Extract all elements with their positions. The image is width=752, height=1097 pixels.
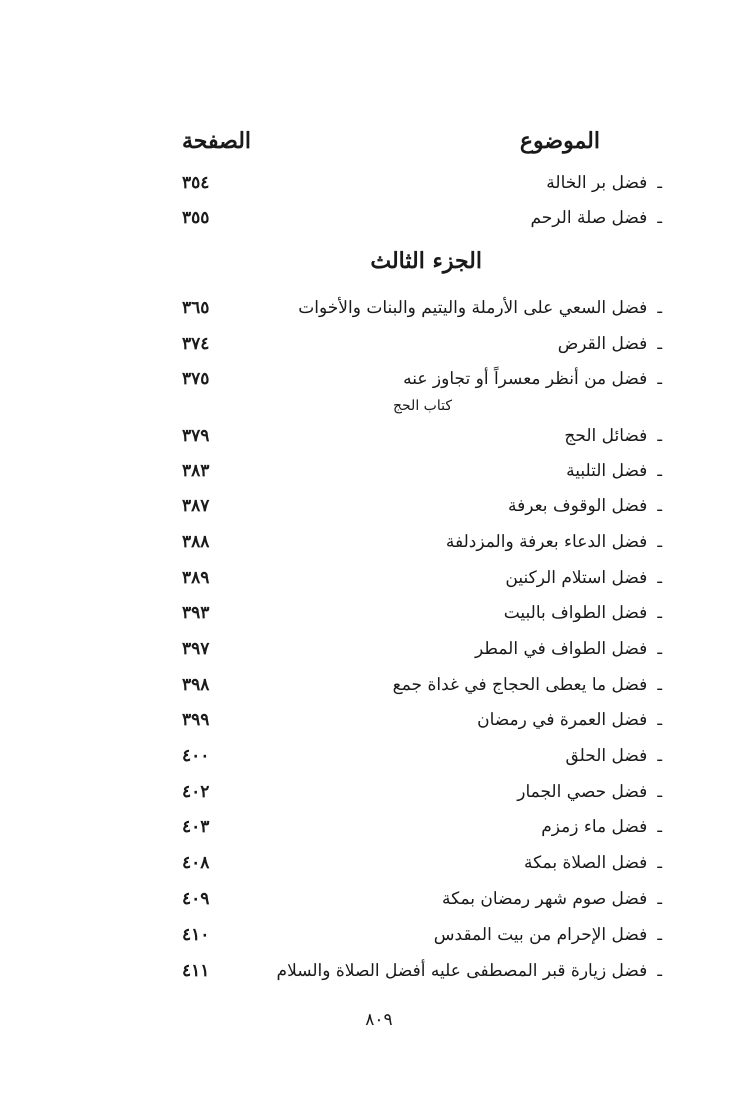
toc-entry-dash: ـ	[657, 675, 662, 694]
toc-entry-text: فضل الصلاة بمكة	[524, 853, 648, 873]
toc-entry	[0, 777, 752, 807]
toc-entry-page: ٣٨٣	[182, 461, 210, 481]
toc-entry-topic	[546, 168, 662, 198]
toc-entry-dash: ـ	[657, 817, 662, 836]
toc-entry-page: ٤٠٢	[182, 782, 210, 802]
toc-entry-page: ٣٧٤	[182, 334, 210, 354]
toc-entry-text: فضل استلام الركنين	[505, 568, 648, 588]
toc-entry	[0, 920, 752, 950]
toc-entry-topic	[566, 456, 662, 486]
toc-entry	[0, 491, 752, 521]
toc-entry	[0, 168, 752, 198]
toc-entry-topic	[524, 848, 662, 878]
toc-entry-text: فضل صوم شهر رمضان بمكة	[441, 889, 648, 909]
toc-entry-topic	[504, 598, 662, 628]
toc-entry-topic	[517, 777, 662, 807]
toc-entry-topic	[393, 670, 662, 700]
toc-entry-dash: ـ	[657, 639, 662, 658]
toc-entry-text: فضل حصي الجمار	[517, 782, 648, 802]
toc-entry	[0, 634, 752, 664]
toc-entry-topic	[298, 293, 662, 323]
toc-entry-page: ٣٥٥	[182, 208, 210, 228]
toc-entry-topic	[541, 812, 662, 842]
toc-entry-dash: ـ	[657, 208, 662, 227]
section-title: الجزء الثالث	[370, 248, 482, 274]
toc-entry-text: فضل الإحرام من بيت المقدس	[433, 925, 648, 945]
toc-entry-topic	[530, 203, 662, 233]
toc-entry-page: ٤٠٣	[182, 817, 210, 837]
toc-entry-page: ٣٥٤	[182, 173, 210, 193]
toc-entry	[0, 956, 752, 986]
toc-entry-dash: ـ	[657, 961, 662, 980]
toc-entry-topic	[446, 527, 662, 557]
toc-entry-dash: ـ	[657, 532, 662, 551]
toc-entry-page: ٣٩٨	[182, 675, 210, 695]
toc-entry-dash: ـ	[657, 369, 662, 388]
toc-entry-text: فضل الوقوف بعرفة	[507, 496, 648, 516]
toc-entry-page: ٣٨٨	[182, 532, 210, 552]
toc-entry	[0, 670, 752, 700]
toc-entry-topic	[564, 421, 662, 451]
toc-entry	[0, 741, 752, 771]
toc-entry-page: ٤١٠	[182, 925, 210, 945]
toc-entry	[0, 705, 752, 735]
toc-entry-page: ٣٩٩	[182, 710, 210, 730]
toc-entry	[0, 329, 752, 359]
toc-entry-page: ٣٧٩	[182, 426, 210, 446]
toc-entry-dash: ـ	[657, 603, 662, 622]
column-header-topic: الموضوع	[519, 128, 600, 154]
toc-entry	[0, 203, 752, 233]
toc-entry-dash: ـ	[657, 334, 662, 353]
toc-entry-page: ٣٦٥	[182, 298, 210, 318]
toc-entry-topic	[434, 920, 662, 950]
toc-entry-text: فضل السعي على الأرملة واليتيم والبنات والأخوات	[298, 298, 648, 318]
toc-entry-dash: ـ	[657, 925, 662, 944]
toc-entry	[0, 421, 752, 451]
toc-entry-text: فضل التلبية	[566, 461, 648, 481]
toc-entry-dash: ـ	[657, 461, 662, 480]
toc-entry-text: فضل القرض	[557, 334, 648, 354]
toc-entry-page: ٤٠٠	[182, 746, 210, 766]
toc-entry-page: ٣٩٧	[182, 639, 210, 659]
toc-entry-page: ٣٨٩	[182, 568, 210, 588]
toc-entry-text: فضل صلة الرحم	[530, 208, 648, 228]
toc-entry-text: فضل الطواف بالبيت	[503, 603, 648, 623]
subheading: كتاب الحج	[392, 398, 452, 414]
toc-entry-topic	[505, 563, 662, 593]
page-number	[0, 1010, 752, 1030]
toc-entry-text: فضل الطواف في المطر	[475, 639, 648, 659]
toc-entry-dash: ـ	[657, 853, 662, 872]
toc-entry-text: فضل ماء زمزم	[541, 817, 648, 837]
toc-entry-text: فضل العمرة في رمضان	[477, 710, 648, 730]
toc-entry-page: ٤٠٨	[182, 853, 210, 873]
toc-entry-dash: ـ	[657, 568, 662, 587]
toc-entry	[0, 563, 752, 593]
toc-entry-text: فضل الحلق	[565, 746, 648, 766]
toc-entry-text: فضائل الحج	[564, 426, 648, 446]
page-number-text: ٨٠٩	[365, 1010, 393, 1030]
toc-entry-dash: ـ	[657, 746, 662, 765]
toc-entry-topic	[403, 364, 662, 394]
toc-entry-topic	[558, 329, 662, 359]
toc-entry-page: ٣٨٧	[182, 496, 210, 516]
toc-entry-dash: ـ	[657, 710, 662, 729]
toc-entry-topic	[277, 956, 662, 986]
toc-entry-dash: ـ	[657, 173, 662, 192]
toc-entry-dash: ـ	[657, 298, 662, 317]
column-header-page: الصفحة	[182, 128, 252, 154]
toc-entry	[0, 364, 752, 394]
toc-entry-topic	[477, 705, 662, 735]
toc-entry	[0, 812, 752, 842]
toc-entry	[0, 293, 752, 323]
toc-entry	[0, 527, 752, 557]
toc-entry-page: ٣٩٣	[182, 603, 210, 623]
toc-entry-dash: ـ	[657, 426, 662, 445]
toc-entry-text: فضل ما يعطى الحجاج في غداة جمع	[392, 675, 648, 695]
toc-entry-dash: ـ	[657, 496, 662, 515]
toc-entry-page: ٣٧٥	[182, 369, 210, 389]
toc-entry	[0, 884, 752, 914]
toc-entry-topic	[565, 741, 662, 771]
toc-entry-dash: ـ	[657, 889, 662, 908]
toc-entry-text: فضل بر الخالة	[546, 173, 648, 193]
toc-entry-topic	[508, 491, 662, 521]
toc-entry	[0, 456, 752, 486]
toc-entry-topic	[442, 884, 662, 914]
toc-entry	[0, 598, 752, 628]
toc-entry	[0, 848, 752, 878]
toc-entry-dash: ـ	[657, 782, 662, 801]
toc-entry-text: فضل من أنظر معسراً أو تجاوز عنه	[403, 369, 648, 389]
toc-entry-text: فضل زيارة قبر المصطفى عليه أفضل الصلاة والسلام	[276, 961, 648, 981]
toc-entry-topic	[475, 634, 662, 664]
toc-entry-text: فضل الدعاء بعرفة والمزدلفة	[445, 532, 648, 552]
toc-entry-page: ٤٠٩	[182, 889, 210, 909]
toc-entry-page: ٤١١	[182, 961, 210, 981]
